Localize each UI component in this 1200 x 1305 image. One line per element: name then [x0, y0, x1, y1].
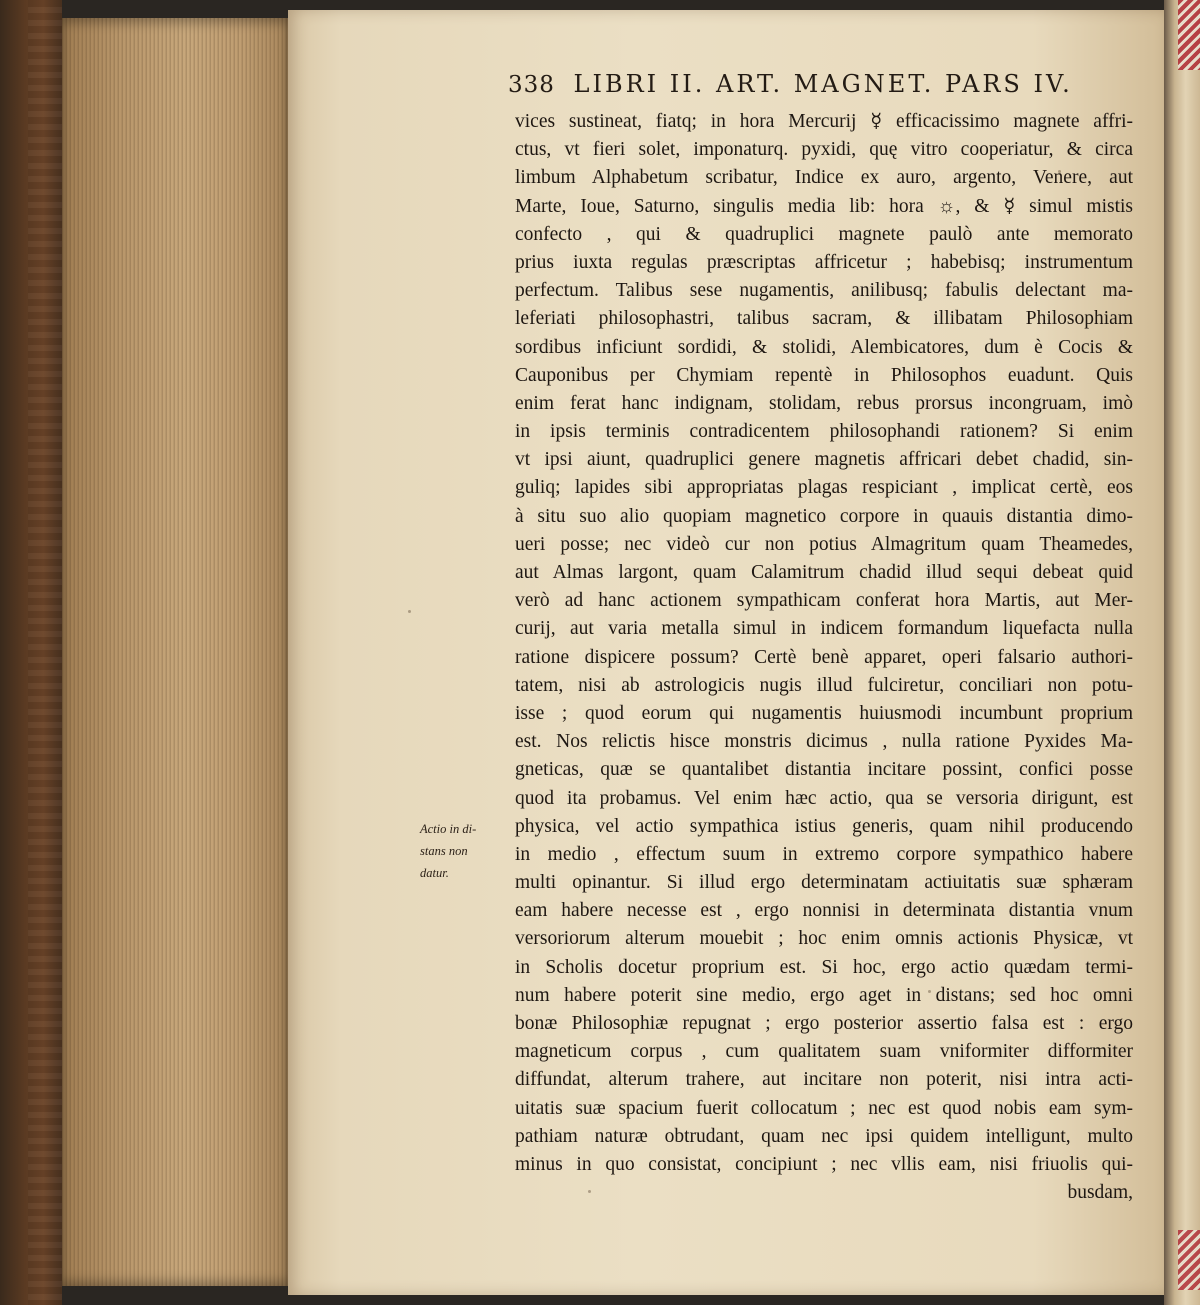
- catchword-line: busdam,: [1067, 1182, 1133, 1204]
- text-line: prius iuxta regulas præscriptas affricetur ; habebisq; instrumentum: [515, 251, 1133, 273]
- marginal-note: [420, 818, 512, 884]
- text-line: diffundat, alterum trahere, aut incitare non poterit, nisi intra acti-: [515, 1069, 1133, 1091]
- text-line: multi opinantur. Si illud ergo determinatam actiuitatis suæ sphæram: [515, 872, 1133, 894]
- text-line: bonæ Philosophiæ repugnat ; ergo posterior assertio falsa est : ergo: [515, 1013, 1133, 1034]
- bookmark-ribbon-bottom: [1178, 1230, 1200, 1290]
- text-line: eam habere necesse est , ergo nonnisi in determinata distantia vnum: [515, 900, 1133, 922]
- text-line: versoriorum alterum mouebit ; hoc enim omnis actionis Physicæ, vt: [515, 928, 1133, 950]
- text-line: uitatis suæ spacium fuerit collocatum ; nec est quod nobis eam sym-: [515, 1097, 1133, 1119]
- text-line: est. Nos relictis hisce monstris dicimus , nulla ratione Pyxides Ma-: [515, 731, 1133, 753]
- marginal-note-line: stans non: [420, 844, 468, 858]
- bookmark-ribbon: [1178, 0, 1200, 70]
- text-line: Cauponibus per Chymiam repentè in Philosophos euadunt. Quis: [515, 364, 1133, 386]
- text-line: isse ; quod eorum qui nugamentis huiusmodi incumbunt proprium: [515, 702, 1133, 724]
- text-line: à situ suo alio quopiam magnetico corpore in quauis distantia dimo-: [515, 505, 1133, 527]
- text-line: guliq; lapides sibi appropriatas plagas respiciant , implicat certè, eos: [515, 477, 1133, 499]
- text-line: quod ita probamus. Vel enim hæc actio, qua se versoria dirigunt, est: [515, 787, 1133, 809]
- text-line: gneticas, quæ se quantalibet distantia incitare possint, confici posse: [515, 759, 1133, 781]
- next-page-edge: [1164, 0, 1200, 1305]
- marginal-note-line: datur.: [420, 866, 449, 880]
- text-line: in Scholis docetur proprium est. Si hoc, ergo actio quædam termi-: [515, 956, 1133, 978]
- text-line: vt ipsi aiunt, quadruplici genere magnetis affricari debet chadid, sin-: [515, 449, 1133, 471]
- text-line: minus in quo consistat, concipiunt ; nec vllis eam, nisi friuolis qui-: [515, 1153, 1133, 1175]
- text-line: ratione dispicere possum? Certè benè apparet, operi falsario authori-: [515, 646, 1133, 668]
- marginal-note-line: Actio in di-: [420, 822, 477, 836]
- text-line: aut Almas largont, quam Calamitrum chadid illud sequi debeat quid: [515, 562, 1133, 583]
- page-edges: [62, 18, 288, 1286]
- text-line: limbum Alphabetum scribatur, Indice ex auro, argento, Venere, aut: [515, 167, 1133, 189]
- text-line: physica, vel actio sympathica istius generis, quam nihil producendo: [515, 815, 1133, 837]
- text-line: pathiam naturæ obtrudant, quam nec ipsi quidem intelligunt, multo: [515, 1125, 1133, 1147]
- text-line: enim ferat hanc indignam, stolidam, rebus prorsus incongruam, imò: [515, 392, 1133, 414]
- text-line: ctus, vt fieri solet, imponaturq. pyxidi, quę vitro cooperiatur, & circa: [515, 139, 1133, 161]
- text-line: magneticum corpus , cum qualitatem suam vniformiter difformiter: [515, 1041, 1133, 1063]
- text-line: ueri posse; nec videò cur non potius Almagritum quam Theamedes,: [515, 533, 1133, 555]
- text-line: tatem, nisi ab astrologicis nugis illud fulciretur, conciliari non potu-: [515, 674, 1133, 696]
- page-number: 338: [508, 72, 555, 98]
- running-title: LIBRI II. ART. MAGNET. PARS IV.: [573, 70, 1073, 98]
- text-line: curij, aut varia metalla simul in indicem formandum liquefacta nulla: [515, 618, 1133, 640]
- body-text: [515, 108, 1133, 1207]
- text-line: vices sustineat, fiatq; in hora Mercurij ☿ efficacissimo magnete affri-: [515, 111, 1133, 132]
- book-cover-left: [0, 0, 62, 1305]
- running-head: [508, 70, 1148, 98]
- text-line: in medio , effectum suum in extremo corpore sympathico habere: [515, 843, 1133, 865]
- text-line: in ipsis terminis contradicentem philosophandi rationem? Si enim: [515, 421, 1133, 443]
- text-line: num habere poterit sine medio, ergo aget in distans; sed hoc omni: [515, 984, 1133, 1006]
- text-line: confecto , qui & quadruplici magnete paulò ante memorato: [515, 223, 1133, 245]
- text-line: sordibus inficiunt sordidi, & stolidi, Alembicatores, dum è Cocis &: [515, 336, 1133, 358]
- text-line: verò ad hanc actionem sympathicam conferat hora Martis, aut Mer-: [515, 590, 1133, 612]
- text-line: perfectum. Talibus sese nugamentis, anilibusq; fabulis delectant ma-: [515, 280, 1133, 302]
- text-line: leferiati philosophastri, talibus sacram, & illibatam Philosophiam: [515, 308, 1133, 330]
- text-line: Marte, Ioue, Saturno, singulis media lib: hora ☼, & ☿ simul mistis: [515, 195, 1133, 217]
